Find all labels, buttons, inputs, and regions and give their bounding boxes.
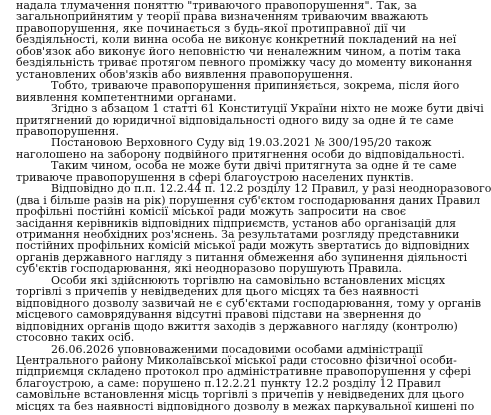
text-line: місцях та без наявності відповідного дозволу в межах паркувальної кишені по	[16, 399, 475, 413]
text-line: Таким чином, особа не може бути двічі притягнута за одне й те саме	[51, 159, 457, 173]
text-line: (два і більше разів на рік) порушення суб'єктом господарювання даних Правил	[16, 193, 481, 207]
text-line: загальноприйнятим у теорії права визначенням триваючим вважають	[16, 10, 429, 24]
text-line: відповідних органів щодо вжиття заходів з державного нагляду (контролю)	[16, 319, 458, 333]
text-line: місцевого самоврядування відсутні правові підстави на звернення до	[16, 308, 422, 322]
text-line: торгівлі з причепів у невідведених для цього місцях та без наявності	[16, 285, 419, 299]
text-line: надала тлумачення поняттю "триваючого правопорушення". Так, за	[16, 0, 417, 12]
text-line: обов'язок або виконує його неповністю чи неналежним чином, а потім така	[16, 44, 461, 58]
text-line: Постановою Верховного Суду від 19.03.2021 № 300/195/20 також	[51, 136, 432, 150]
text-line: суб'єктів господарювання, які неодноразово порушують Правила.	[16, 262, 403, 276]
text-line: виявлення компетентними органами.	[16, 90, 237, 104]
text-line: правопорушення.	[16, 124, 120, 138]
text-line: правопорушення, яке починається з будь-якої протиправної дії чи	[16, 21, 406, 35]
text-line: Згідно з абзацом 1 статті 61 Конституції України ніхто не може бути двічі	[51, 102, 484, 116]
text-line: самовільне встановлення місць торгівлі з причепів у невідведених для цього	[16, 388, 465, 402]
text-line: Тобто, триваюче правопорушення припиняється, зокрема, після його	[51, 79, 460, 93]
text-line: постійних профільних комісій міської ради можуть звертатись до відповідних	[16, 239, 470, 253]
text-line: підприємця складено протокол про адміністративне правопорушення у сфері	[16, 365, 471, 379]
text-line: наголошено на заборону подвійного притягнення особи до відповідальності.	[16, 147, 465, 161]
text-line: 26.06.2026 уповноваженими посадовими особами адміністрації	[51, 342, 423, 356]
text-line: профільні постійні комісії міської ради можуть запросити на своє	[16, 205, 406, 219]
text-line: Центрального району Миколаївської міської ради стосовно фізичної особи-	[16, 353, 457, 367]
text-line: Особи які здійснюють торгівлю на самовільно встановлених місцях	[51, 273, 446, 287]
text-line: триваюче правопорушення в сфері благоустрою населених пунктів.	[16, 170, 414, 184]
text-line: відповідного дозволу зазвичай не є суб'єктами господарювання, тому у органів	[16, 296, 482, 310]
text-line: бездіяльності, коли винна особа не виконує конкретний покладений на неї	[16, 33, 457, 47]
text-line: стосовно таких осіб.	[16, 331, 135, 345]
text-line: засідання керівників відповідних підприємств, установ або організацій для	[16, 216, 457, 230]
text-line: органів державного нагляду з питання обмеження або зупинення діяльності	[16, 250, 468, 264]
text-line: притягнений до юридичної відповідальності одного виду за одне й те саме	[16, 113, 454, 127]
text-line: отримання необхідних роз'яснень. За результатами розгляду представники	[16, 228, 460, 241]
text-line: установлених обов'язків або виявлення правопорушення.	[16, 67, 353, 81]
text-line: Відповідно до п.п. 12.2.44 п. 12.2 розділу 12 Правил, у разі неодноразового	[51, 182, 491, 196]
text-line: бездіяльність триває протягом певного проміжку часу до моменту виконання	[16, 56, 473, 70]
text-line: благоустрою, а саме: порушено п.12.2.21 пункту 12.2 розділу 12 Правил	[16, 376, 441, 390]
